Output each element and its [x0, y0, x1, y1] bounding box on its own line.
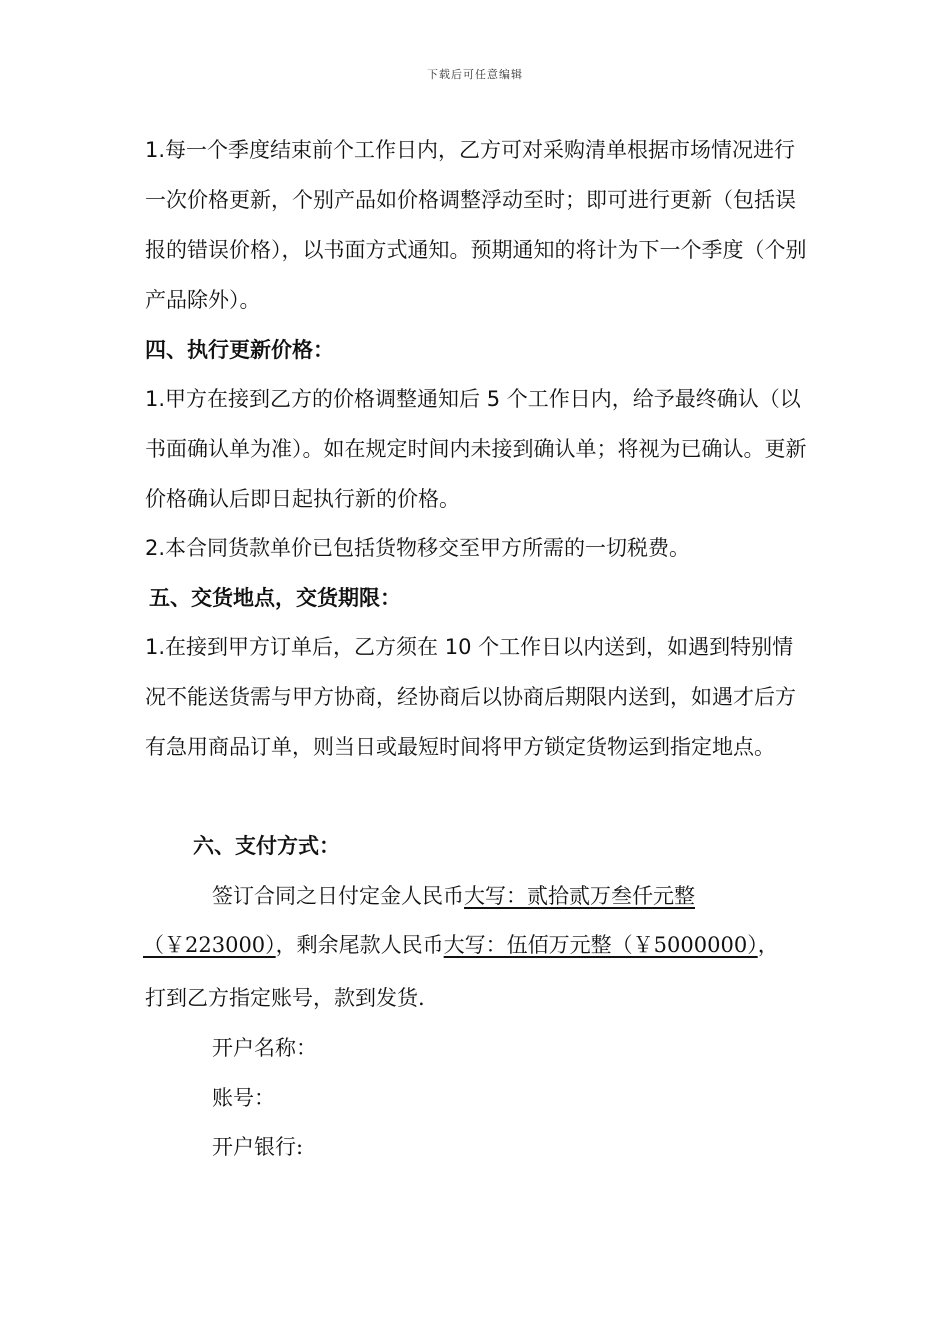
- payment-line-3: 打到乙方指定账号，款到发货.: [145, 986, 425, 1010]
- payment-line-2-end: ，: [757, 933, 779, 957]
- section-heading-6: 六、支付方式：: [193, 834, 340, 858]
- section-heading-5: 五、交货地点，交货期限：: [149, 586, 401, 610]
- account-number-label: 账号：: [212, 1086, 275, 1110]
- payment-balance-amount: 大写：伍佰万元整（￥5000000）: [443, 933, 758, 957]
- paragraph-5-1: 1.在接到甲方订单后，乙方须在 10 个工作日以内送到，如遇到特别情况不能送货需与甲方协商，经协商后以协商后期限内送到，如遇才后方有急用商品订单，则当日或最短时间将甲方锁定货物运到指定地点。: [145, 635, 796, 759]
- page-header: 下载后可任意编辑: [427, 68, 523, 81]
- payment-deposit-prefix: 签订合同之日付定金人民币: [212, 884, 464, 908]
- paragraph-4-1: 1.甲方在接到乙方的价格调整通知后 5 个工作日内，给予最终确认（以书面确认单为准）。如在规定时间内未接到确认单；将视为已确认。更新价格确认后即日起执行新的价格。: [145, 387, 807, 511]
- section-heading-4: 四、执行更新价格：: [145, 338, 334, 362]
- payment-deposit-words: 大写：贰拾贰万叁仟元整: [464, 884, 695, 908]
- payment-line-2: [143, 920, 779, 970]
- account-bank-label: 开户银行:: [212, 1135, 304, 1159]
- paragraph-4-2: 2.本合同货款单价已包括货物移交至甲方所需的一切税费。: [145, 536, 691, 560]
- payment-line-1: [212, 871, 695, 921]
- payment-balance-prefix: ，剩余尾款人民币: [275, 933, 444, 957]
- paragraph-price-update: 1.每一个季度结束前个工作日内，乙方可对采购清单根据市场情况进行一次价格更新，个别产品如价格调整浮动至时；即可进行更新（包括误报的错误价格），以书面方式通知。预期通知的将计为下一个季度（个别产品除外）。: [145, 138, 807, 312]
- payment-deposit-amount: （￥223000）: [143, 933, 276, 957]
- account-name-label: 开户名称：: [212, 1036, 317, 1060]
